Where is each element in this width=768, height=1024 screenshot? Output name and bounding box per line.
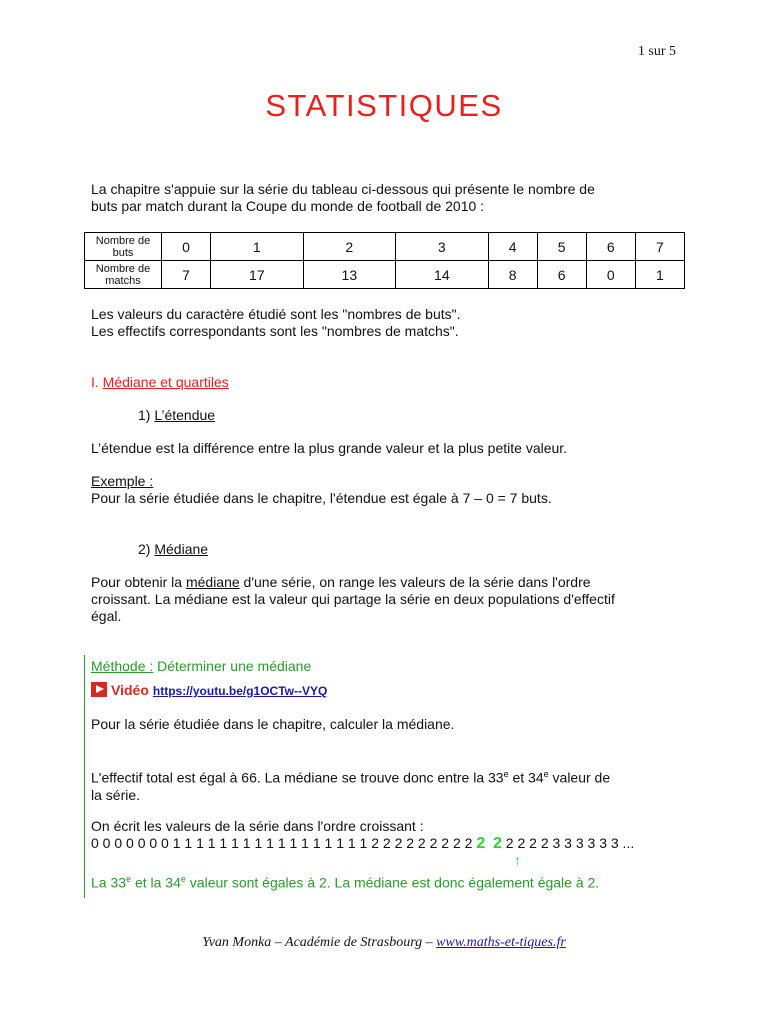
median-value-34: 2 bbox=[493, 835, 502, 852]
table-cell: 7 bbox=[635, 233, 684, 261]
mediane-definition: Pour obtenir la médiane d'une série, on range les valeurs de la série dans l'ordre croissant. La médiane est la valeur qui partage la série en deux populations d'effectif égal. bbox=[91, 574, 615, 624]
method-conclusion: La 33e et la 34e valeur sont égales à 2. La médiane est donc également égale à 2. bbox=[91, 874, 600, 891]
table-cell: 17 bbox=[211, 261, 304, 289]
table-cell: 5 bbox=[537, 233, 586, 261]
video-link[interactable]: https://youtu.be/g1OCTw--VYQ bbox=[152, 684, 328, 698]
intro-line-2: buts par match durant la Coupe du monde de football de 2010 : bbox=[91, 198, 485, 214]
table-cell: 0 bbox=[162, 233, 211, 261]
intro-paragraph bbox=[91, 181, 595, 215]
table-cell: 2 bbox=[303, 233, 396, 261]
method-title: Déterminer une médiane bbox=[153, 658, 312, 674]
etendue-definition: L’étendue est la différence entre la plus grande valeur et la plus petite valeur. bbox=[91, 440, 568, 456]
table-cell: 6 bbox=[586, 233, 635, 261]
table-cell: 13 bbox=[303, 261, 396, 289]
table-cell: 1 bbox=[211, 233, 304, 261]
table-row bbox=[85, 233, 685, 261]
table-cell: 0 bbox=[586, 261, 635, 289]
arrow-up-icon: ↑ bbox=[514, 852, 521, 868]
values-paragraph: Les valeurs du caractère étudié sont les "nombres de buts". Les effectifs correspondants sont les "nombres de matchs". bbox=[91, 306, 461, 339]
section-heading: I. Médiane et quartiles bbox=[91, 374, 229, 390]
etendue-example bbox=[91, 473, 552, 507]
sorted-series: 0 0 0 0 0 0 0 1 1 1 1 1 1 1 1 1 1 1 1 1 1 1 1 1 2 2 2 2 2 2 2 2 2 2 2 2 2 2 2 3 3 3 3 3 3 ... bbox=[91, 835, 635, 852]
example-label: Exemple : bbox=[91, 473, 154, 489]
table-cell: 3 bbox=[396, 233, 489, 261]
section-title: Médiane et quartiles bbox=[102, 374, 229, 390]
table-cell: 7 bbox=[162, 261, 211, 289]
ordre-text: On écrit les valeurs de la série dans l'ordre croissant : bbox=[91, 818, 424, 834]
table-cell: 4 bbox=[488, 233, 537, 261]
method-question: Pour la série étudiée dans le chapitre, calculer la médiane. bbox=[91, 716, 455, 732]
table-row-header: Nombre de matchs bbox=[85, 261, 162, 289]
footer-text: Yvan Monka – Académie de Strasbourg – bbox=[202, 935, 437, 950]
data-table bbox=[84, 232, 685, 289]
table-cell: 1 bbox=[635, 261, 684, 289]
intro-line-1: La chapitre s'appuie sur la série du tableau ci-dessous qui présente le nombre de bbox=[91, 181, 595, 197]
median-value-33: 2 bbox=[476, 835, 486, 852]
mediane-heading: 2) Médiane bbox=[138, 541, 209, 557]
method-border bbox=[84, 655, 85, 898]
table-row bbox=[85, 261, 685, 289]
effectif-paragraph: L'effectif total est égal à 66. La médiane se trouve donc entre la 33e et 34e valeur de la série. bbox=[91, 769, 611, 803]
table-cell: 8 bbox=[488, 261, 537, 289]
page-number: 1 sur 5 bbox=[637, 44, 676, 59]
page-title: STATISTIQUES bbox=[265, 88, 503, 123]
play-video-icon[interactable] bbox=[91, 682, 107, 697]
method-label: Méthode : bbox=[91, 658, 154, 674]
footer-link[interactable]: www.maths-et-tiques.fr bbox=[436, 935, 566, 950]
example-text: Pour la série étudiée dans le chapitre, l'étendue est égale à 7 – 0 = 7 buts. bbox=[91, 490, 552, 506]
table-cell: 14 bbox=[396, 261, 489, 289]
footer bbox=[0, 935, 768, 951]
table-cell: 6 bbox=[537, 261, 586, 289]
method-heading bbox=[91, 658, 311, 675]
table-row-header: Nombre de buts bbox=[85, 233, 162, 261]
etendue-heading: 1) L’étendue bbox=[138, 407, 216, 423]
video-label: Vidéo bbox=[111, 682, 149, 698]
video-line bbox=[91, 682, 327, 700]
